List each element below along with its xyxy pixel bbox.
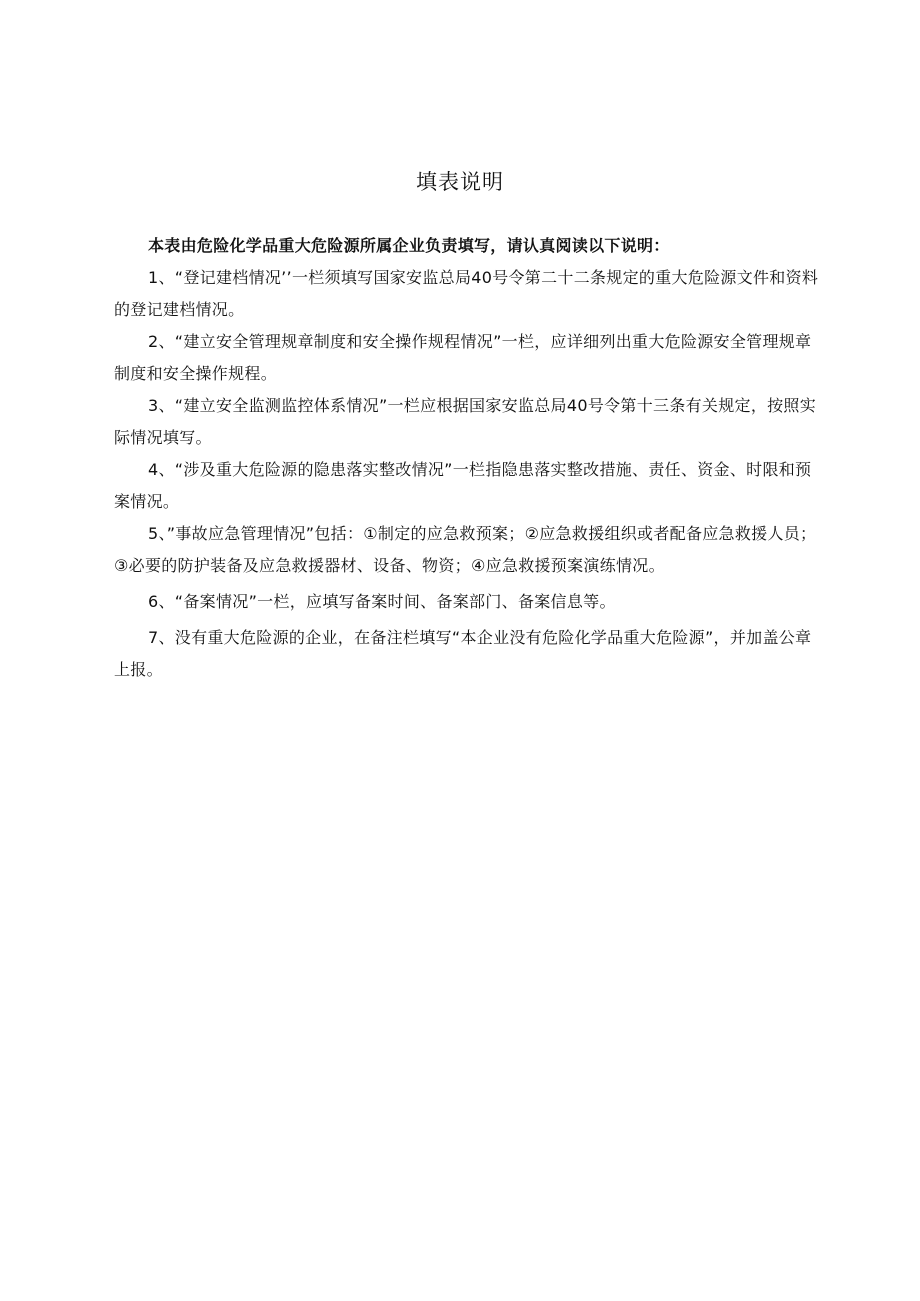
document-title: 填表说明 — [416, 170, 504, 194]
instruction-item-2: 2、“建立安全管理规章制度和安全操作规程情况”一栏，应详细列出重大危险源安全管理规章制度和安全操作规程。 — [114, 332, 812, 383]
instruction-item-7: 7、没有重大危险源的企业，在备注栏填写“本企业没有危险化学品重大危险源”，并加盖公章上报。 — [114, 628, 812, 679]
document-body — [114, 230, 820, 686]
instruction-item-3: 3、“建立安全监测监控体系情况”一栏应根据国家安监总局40号令第十三条有关规定，按照实际情况填写。 — [114, 396, 817, 447]
instruction-item-5: 5、”事故应急管理情况”包括：①制定的应急救预案；②应急救援组织或者配备应急救援人员；③必要的防护装备及应急救援器材、设备、物资；④应急救援预案演练情况。 — [114, 524, 817, 575]
instruction-item-4: 4、“涉及重大危险源的隐患落实整改情况”一栏指隐患落实整改措施、责任、资金、时限和预案情况。 — [114, 460, 812, 511]
instruction-item-6: 6、“备案情况”一栏，应填写备案时间、备案部门、备案信息等。 — [148, 592, 616, 611]
intro-paragraph: 本表由危险化学品重大危险源所属企业负责填写，请认真阅读以下说明： — [148, 236, 670, 255]
instruction-item-1: 1、“登记建档情况’’一栏须填写国家安监总局40号令第二十二条规定的重大危险源文件和资料的登记建档情况。 — [114, 268, 819, 319]
